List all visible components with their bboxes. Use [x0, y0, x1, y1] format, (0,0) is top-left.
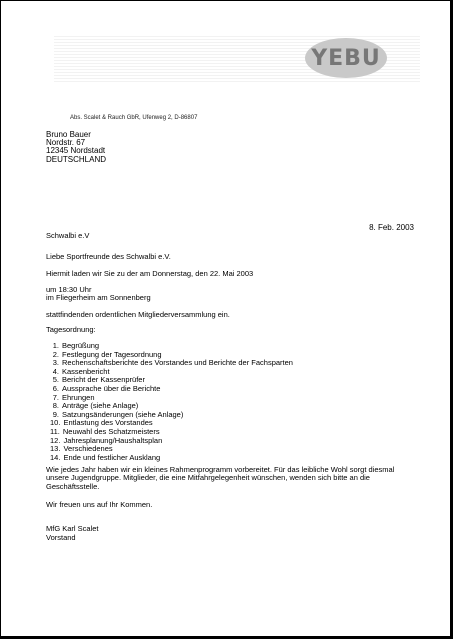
subject-line: Schwalbi e.V	[46, 231, 90, 240]
agenda-item: 4. Kassenbericht	[52, 366, 110, 376]
signature-name: MfG Karl Scalet	[46, 524, 99, 533]
agenda-item: 9. Satzungsänderungen (siehe Anlage)	[52, 409, 184, 419]
agenda-item: 12. Jahresplanung/Haushaltsplan	[50, 435, 163, 445]
agenda-item: 11. Neuwahl des Schatzmeisters	[50, 426, 160, 436]
agenda-item: 14. Ende und festlicher Ausklang	[50, 452, 161, 462]
salutation: Liebe Sportfreunde des Schwalbi e.V.	[46, 252, 171, 261]
recipient-address	[46, 131, 106, 164]
recipient-city: 12345 Nordstadt	[46, 146, 106, 156]
letter-date: 8. Feb. 2003	[369, 223, 414, 232]
time-line: um 18:30 Uhr	[46, 285, 92, 294]
agenda-item: 13. Verschiedenes	[50, 444, 113, 454]
agenda-list	[46, 342, 293, 462]
invite-line: Hiermit laden wir Sie zu der am Donnerstag, den 22. Mai 2003	[46, 269, 254, 278]
agenda-item: 6. Aussprache über die Berichte	[52, 383, 161, 393]
recipient-street: Nordstr. 67	[46, 138, 86, 148]
agenda-item: 1. Begrüßung	[52, 341, 100, 350]
place-line: im Fliegerheim am Sonnenberg	[46, 293, 151, 302]
signature-title: Vorstand	[46, 533, 76, 542]
agenda-item: 7. Ehrungen	[52, 392, 95, 402]
agenda-heading: Tagesordnung:	[46, 325, 96, 334]
meeting-line: stattfindenden ordentlichen Mitgliederversammlung ein.	[46, 310, 230, 319]
agenda-item: 3. Rechenschaftsberichte des Vorstandes und Berichte der Fachsparten	[52, 358, 293, 368]
agenda-item: 5. Bericht der Kassenprüfer	[52, 375, 145, 385]
recipient-country: DEUTSCHLAND	[46, 154, 107, 164]
agenda-item: 8. Anträge (siehe Anlage)	[52, 401, 139, 411]
recipient-name: Bruno Bauer	[46, 130, 91, 139]
program-paragraph: Wie jedes Jahr haben wir ein kleines Rahmenprogramm vorbereitet. Für das leibliche Wohl sorgt diesmal unsere Jugendgruppe. Mitglieder, die eine Mitfahrgelegenheit wünschen, wenden sich bitte an die Geschäftsstelle.	[46, 465, 395, 491]
company-logo	[305, 38, 387, 78]
agenda-item: 2. Festlegung der Tagesordnung	[52, 349, 162, 359]
agenda-item: 10. Entlastung des Vorstandes	[50, 418, 153, 428]
closing-line: Wir freuen uns auf Ihr Kommen.	[46, 500, 153, 509]
logo-text: YEBU	[311, 45, 381, 71]
sender-line: Abs. Scalet & Rauch GbR, Ufenweg 2, D-86807	[70, 115, 198, 121]
